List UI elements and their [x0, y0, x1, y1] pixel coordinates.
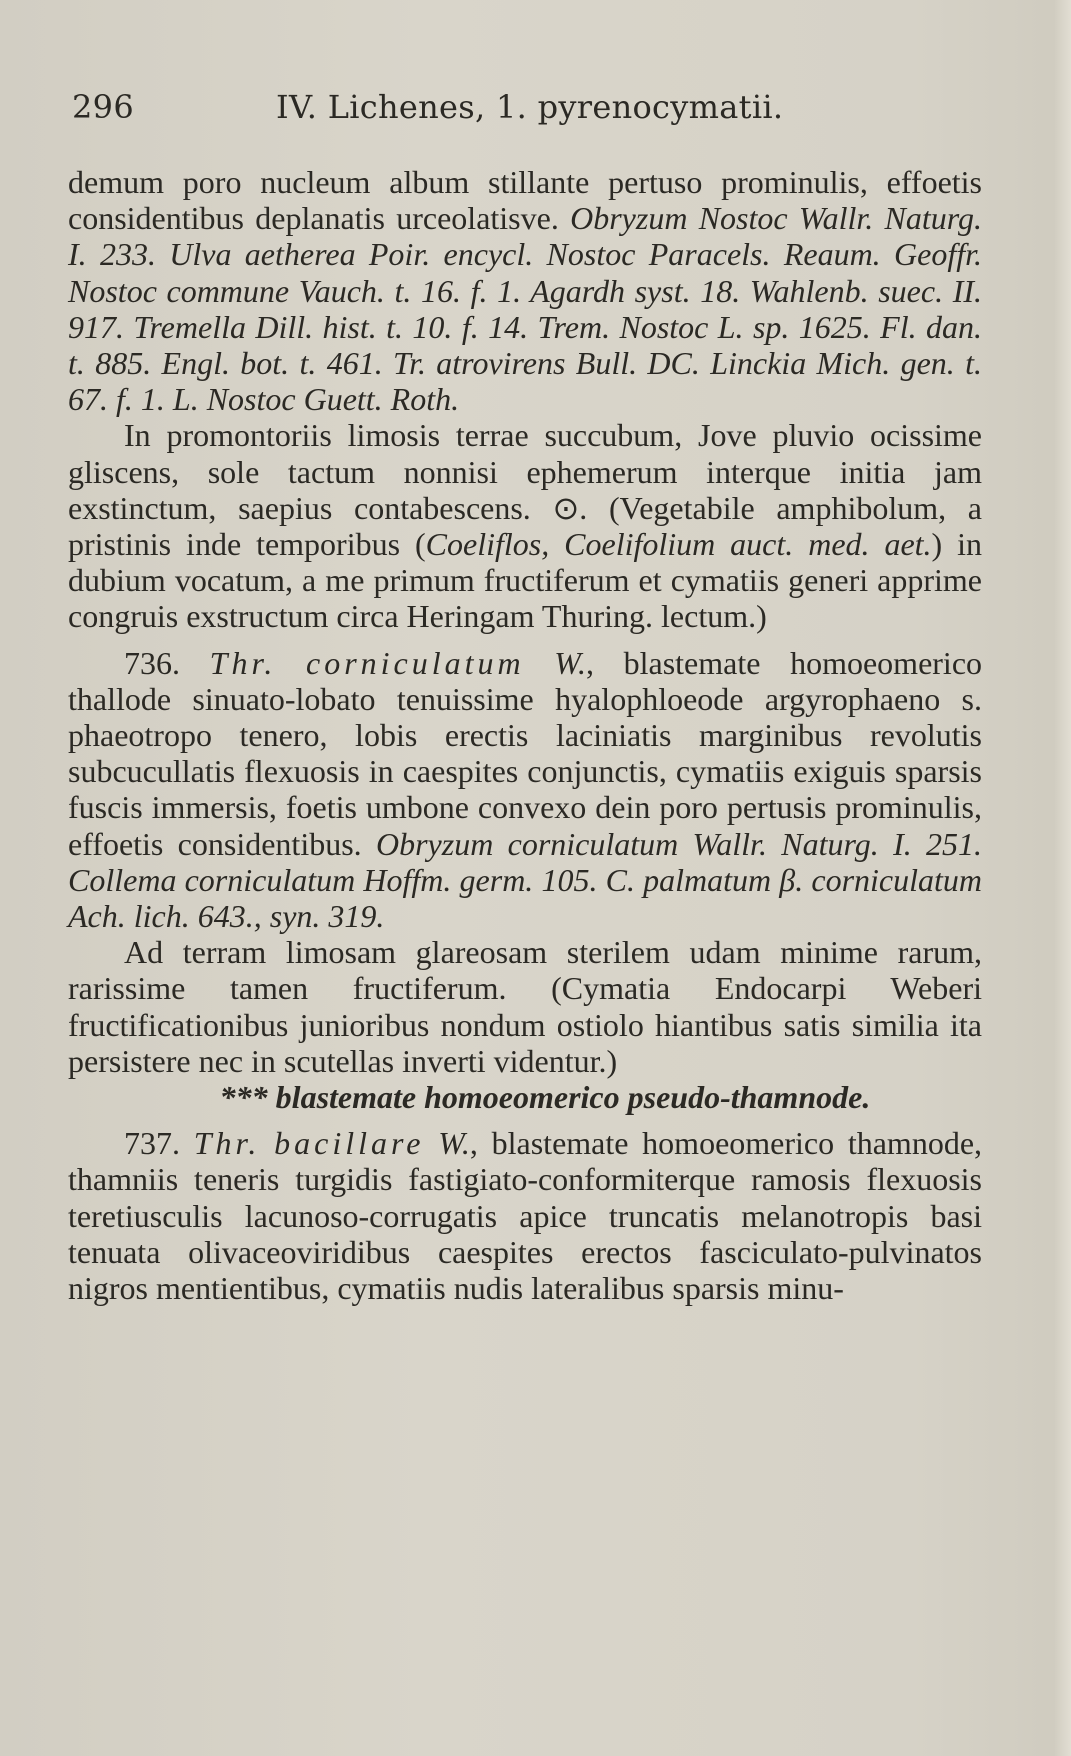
- entry-number: 737.: [124, 1125, 180, 1162]
- author-abbrev: W.: [554, 644, 586, 681]
- diagnosis-text: , blastemate homoeomerico thallode sinuato-lobato tenuissime hyalophloeode argyrophaeno s. phaeotropo tenero, lobis erectis laciniatis marginibus revolutis subcucullatis flexuosis in caespites conjunctis, cymatiis exiguis sparsis fuscis immersis, foetis umbone convexo dein poro pertusis prominulis, effoetis considentibus.: [68, 644, 983, 862]
- body-text: [68, 164, 982, 1306]
- page-number: 296: [72, 88, 134, 126]
- synonymy: Obryzum Nostoc Wallr. Naturg. I. 233. Ulva aetherea Poir. encycl. Nostoc Paracels. Reaum. Geoffr. Nostoc commune Vauch. t. 16. f. 1. Agardh syst. 18. Wahlenb. suec. II. 917. Tremella Dill. hist. t. 10. f. 14. Trem. Nostoc L. sp. 1625. Fl. dan. t. 885. Engl. bot. t. 461. Tr. atrovirens Bull. DC. Linckia Mich. gen. t. 67. f. 1. L. Nostoc Guett. Roth.: [68, 200, 983, 418]
- species-name: corniculatum: [305, 644, 525, 681]
- genus-abbrev: Thr.: [209, 644, 277, 681]
- description-text: demum poro nucleum album stillante pertuso prominulis, effoetis considentibus deplanatis urceolatisve.: [68, 164, 982, 237]
- author-abbrev: W.: [438, 1125, 470, 1162]
- habitat-paragraph: [68, 417, 982, 634]
- diagnosis-text: , blastemate homoeomerico thamnode, thamniis teneris turgidis fastigiato-conformiterque ramosis flexuosis teretiusculis lacunoso-corrugatis apice truncatis melanotropis basi tenuata olivaceoviridibus caespites erectos fasciculato-pulvinatos nigros mentientibus, cymatiis nudis lateralibus sparsis minu-: [68, 1125, 983, 1307]
- habitat-text: In promontoriis limosis terrae succubum, Jove pluvio ocissime gliscens, sole tactum nonnisi ephemerum interque initia jam exstinctum, saepius contabescens. ⊙. (Vegetabile amphibolum, a pristinis inde temporibus (: [68, 417, 982, 563]
- entry-number: 736.: [124, 644, 180, 681]
- page-edge: [1053, 0, 1071, 1756]
- habitat-text: Ad terram limosam glareosam sterilem udam minime rarum, rarissime tamen fructiferum. (Cymatia Endocarpi Weberi fructificationibus junioribus nondum ostiolo hiantibus satis similia ita persistere nec in scutellas inverti videntur.): [68, 934, 982, 1079]
- running-title: IV. Lichenes, 1. pyrenocymatii.: [276, 88, 784, 126]
- habitat-italic: Coeliflos, Coelifolium auct. med. aet.: [425, 526, 932, 563]
- continuation-paragraph: [68, 164, 982, 417]
- species-entry-737: [68, 1125, 982, 1306]
- section-heading: *** blastemate homoeomerico pseudo-thamnode.: [219, 1079, 871, 1116]
- habitat-text-end: ) in dubium vocatum, a me primum fructiferum et cymatiis generi apprime congruis exstructum circa Heringam Thuring. lectum.): [68, 526, 983, 635]
- species-name: bacillare: [274, 1125, 425, 1162]
- synonymy: Obryzum corniculatum Wallr. Naturg. I. 251. Collema corniculatum Hoffm. germ. 105. C. palmatum β. corniculatum Ach. lich. 643., syn. 319.: [68, 825, 983, 935]
- genus-abbrev: Thr.: [193, 1125, 261, 1162]
- habitat-paragraph-736: [68, 934, 982, 1079]
- species-entry-736: [68, 645, 982, 935]
